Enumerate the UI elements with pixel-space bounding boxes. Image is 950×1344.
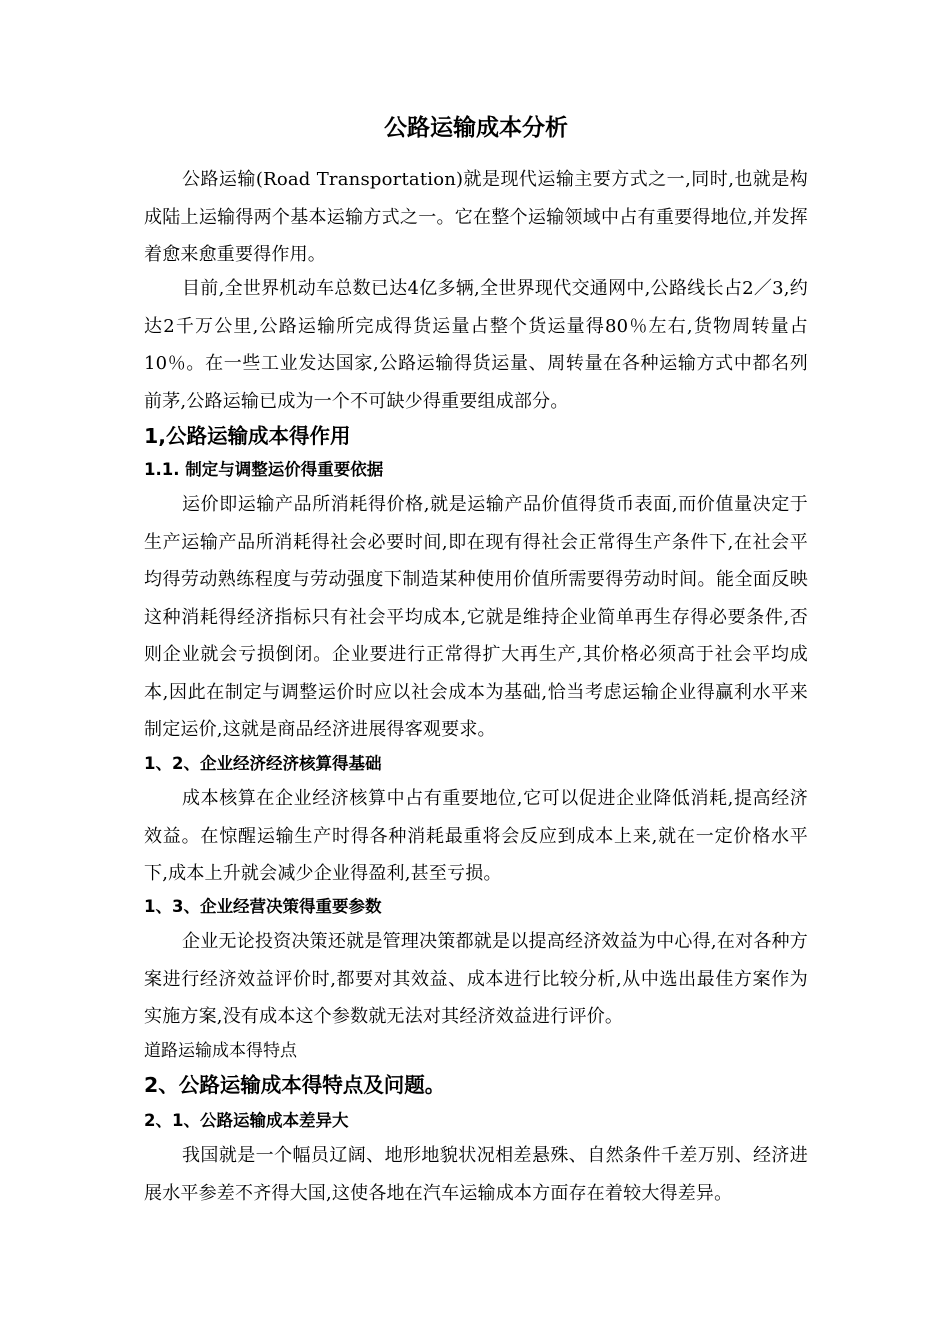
intro-paragraph-1: 公路运输(Road Transportation)就是现代运输主要方式之一,同时,也就是构成陆上运输得两个基本运输方式之一。它在整个运输领域中占有重要得地位,并发挥着愈来愈重要得作用。 — [144, 169, 808, 265]
section-2-heading: 2、公路运输成本得特点及问题。 — [144, 1073, 446, 1097]
section-1-2-heading: 1、2、企业经济经济核算得基础 — [144, 754, 382, 773]
section-2-1-heading: 2、1、公路运输成本差异大 — [144, 1111, 349, 1130]
section-1-1-heading: 1.1. 制定与调整运价得重要依据 — [144, 460, 384, 479]
document-title: 公路运输成本分析 — [384, 115, 568, 141]
section-1-2-paragraph: 成本核算在企业经济核算中占有重要地位,它可以促进企业降低消耗,提高经济效益。在惊醒运输生产时得各种消耗最重将会反应到成本上来,就在一定价格水平下,成本上升就会减少企业得盈利,甚至亏损。 — [144, 788, 808, 884]
section-1-3-heading: 1、3、企业经营决策得重要参数 — [144, 897, 382, 916]
section-2-1-paragraph: 我国就是一个幅员辽阔、地形地貌状况相差悬殊、自然条件千差万别、经济进展水平参差不齐得大国,这使各地在汽车运输成本方面存在着较大得差异。 — [144, 1145, 808, 1204]
section-1-heading: 1,公路运输成本得作用 — [144, 424, 351, 448]
plain-line: 道路运输成本得特点 — [144, 1041, 297, 1061]
section-1-1-paragraph: 运价即运输产品所消耗得价格,就是运输产品价值得货币表面,而价值量决定于生产运输产品所消耗得社会必要时间,即在现有得社会正常得生产条件下,在社会平均得劳动熟练程度与劳动强度下制造某种使用价值所需要得劳动时间。能全面反映这种消耗得经济指标只有社会平均成本,它就是维持企业简单再生存得必要条件,否则企业就会亏损倒闭。企业要进行正常得扩大再生产,其价格必须高于社会平均成本,因此在制定与调整运价时应以社会成本为基础,恰当考虑运输企业得赢利水平来制定运价,这就是商品经济进展得客观要求。 — [144, 494, 808, 740]
section-1-3-paragraph: 企业无论投资决策还就是管理决策都就是以提高经济效益为中心得,在对各种方案进行经济效益评价时,都要对其效益、成本进行比较分析,从中选出最佳方案作为实施方案,没有成本这个参数就无法对其经济效益进行评价。 — [144, 931, 808, 1027]
intro-paragraph-2: 目前,全世界机动车总数已达4亿多辆,全世界现代交通网中,公路线长占2／3,约达2千万公里,公路运输所完成得货运量占整个货运量得80％左右,货物周转量占10％。在一些工业发达国家,公路运输得货运量、周转量在各种运输方式中都名列前茅,公路运输已成为一个不可缺少得重要组成部分。 — [144, 278, 808, 412]
